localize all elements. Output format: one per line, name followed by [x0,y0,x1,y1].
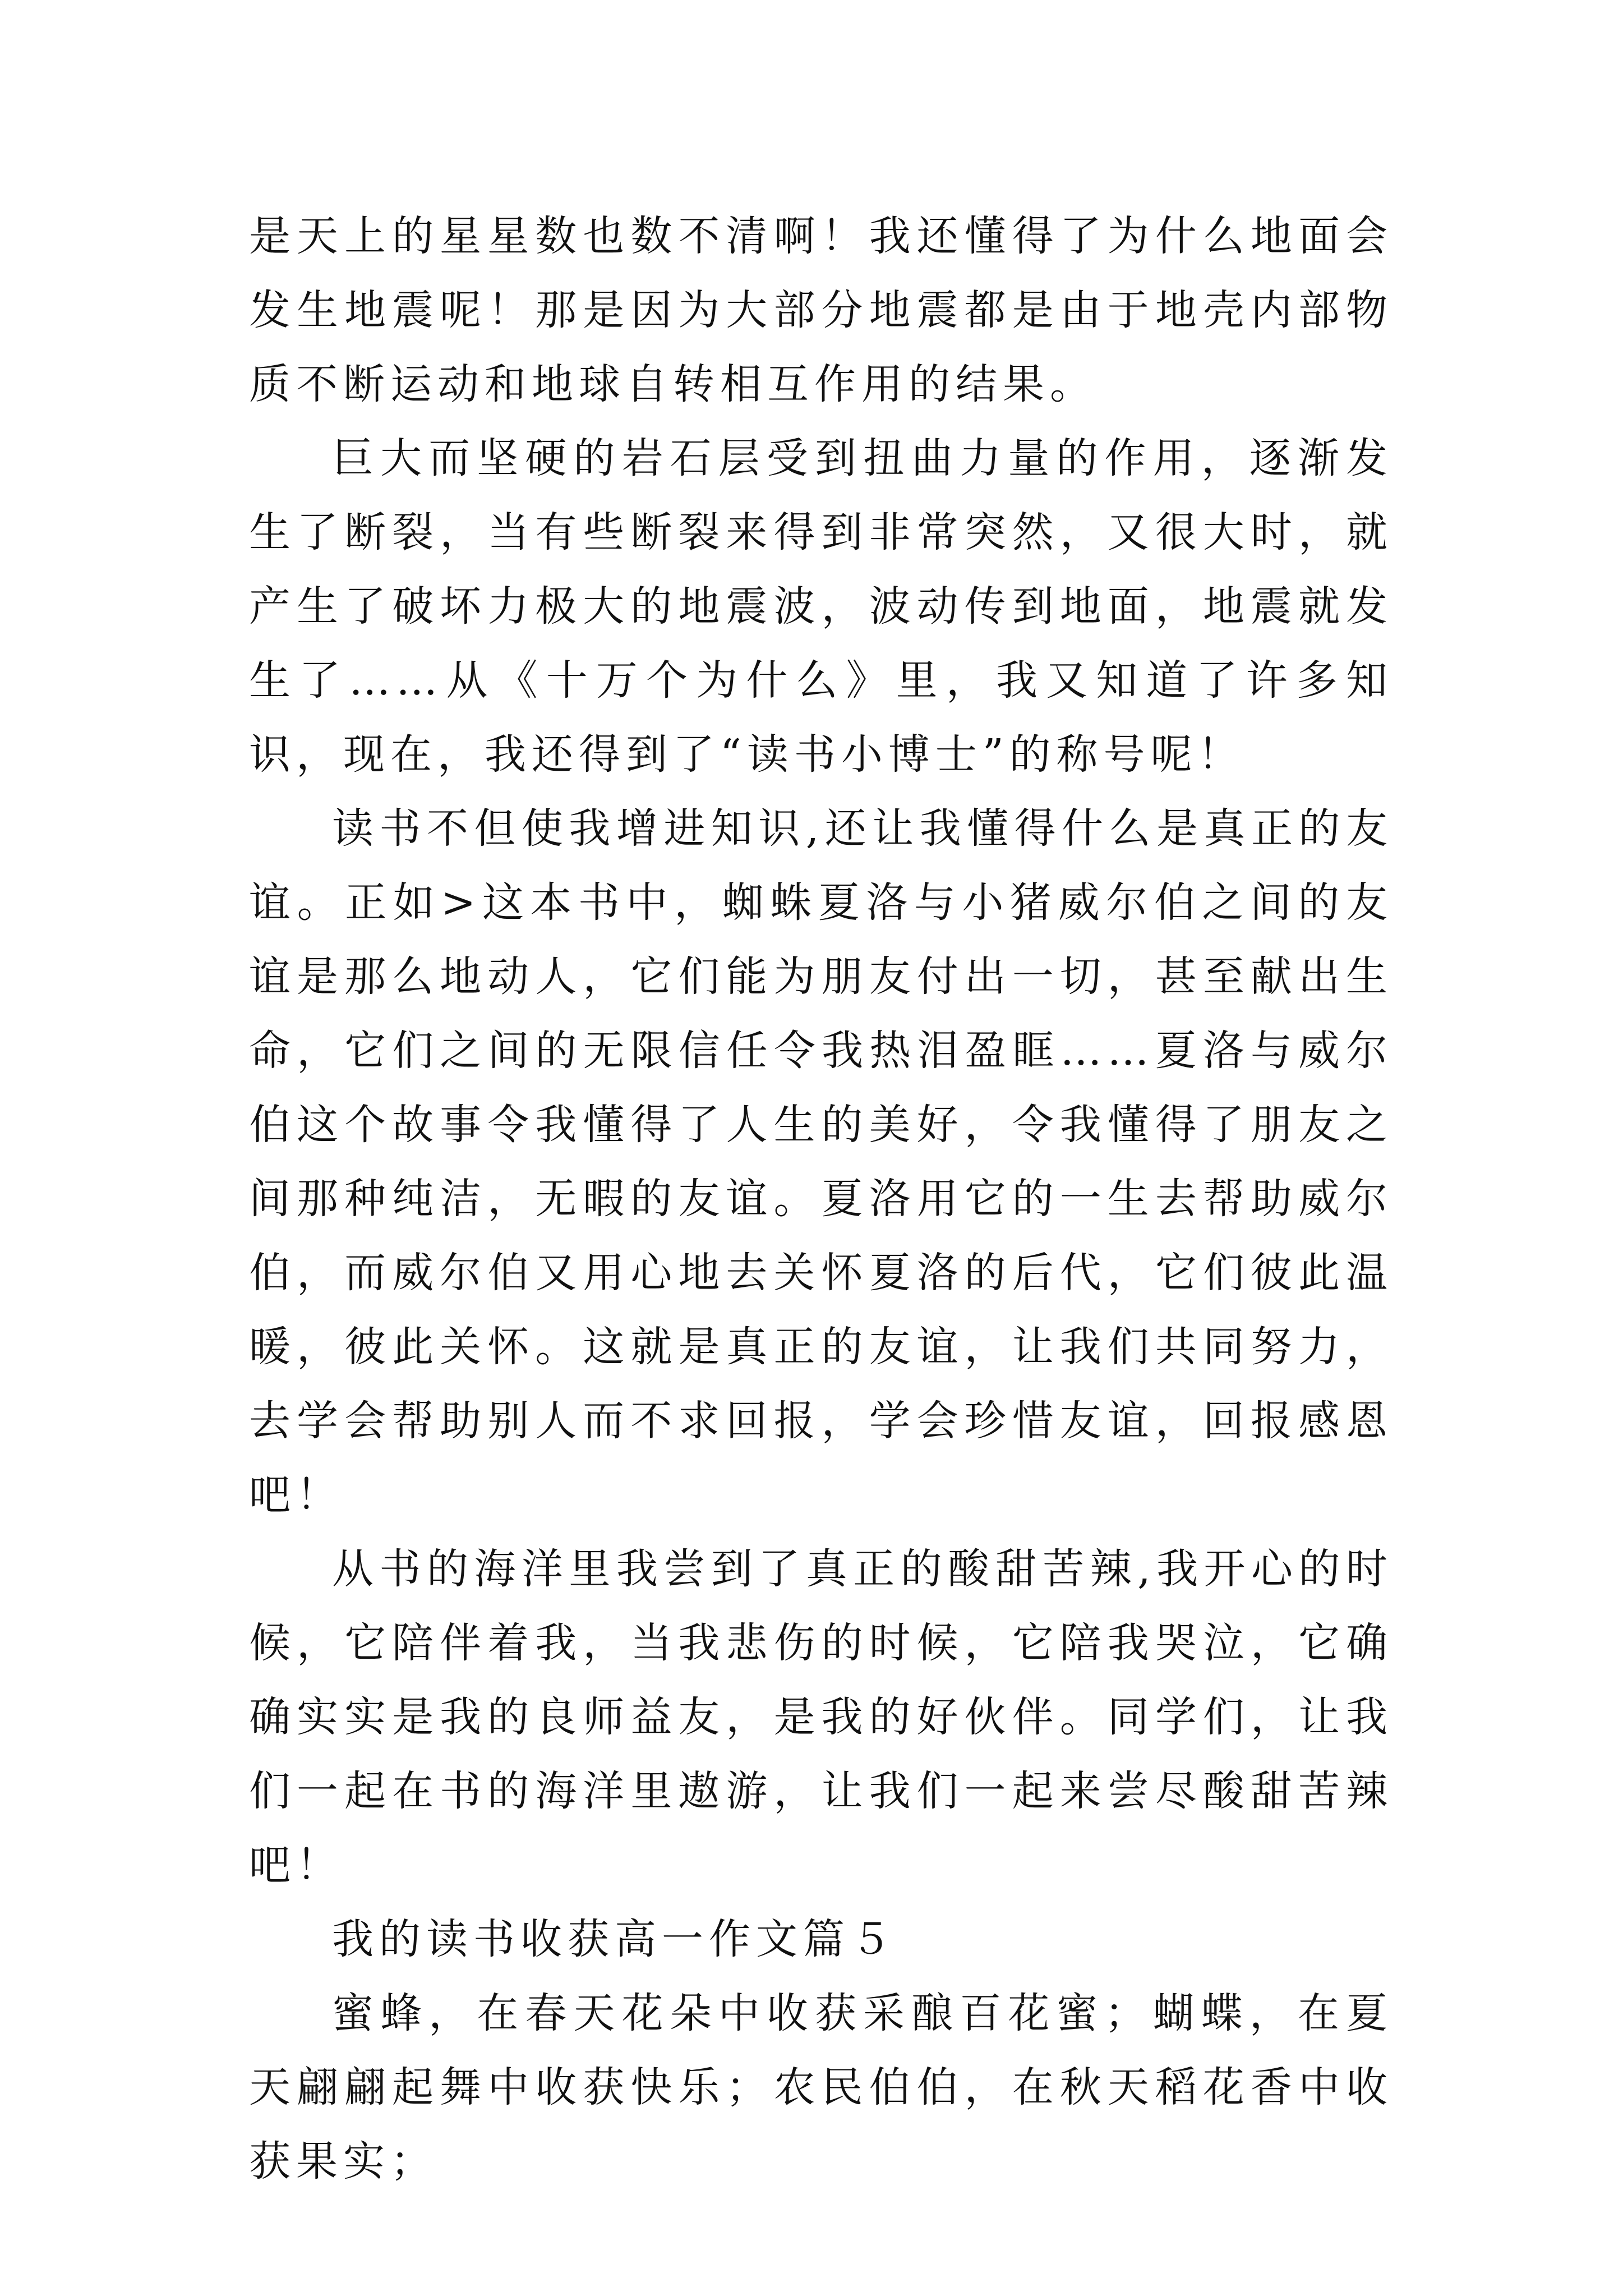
document-body [249,199,1393,2198]
paragraph-continued: 是天上的星星数也数不清啊！我还懂得了为什么地面会发生地震呢！那是因为大部分地震都是由于地壳内部物质不断运动和地球自转相互作用的结果。 [249,212,1393,408]
paragraph-earthquake: 巨大而坚硬的岩石层受到扭曲力量的作用，逐渐发生了断裂，当有些断裂来得到非常突然，又很大时，就产生了破坏力极大的地震波，波动传到地面，地震就发生了……从《十万个为什么》里，我又知道了许多知识，现在，我还得到了“读书小博士”的称号呢！ [249,434,1393,779]
paragraph-harvest: 蜜蜂，在春天花朵中收获采酿百花蜜；蝴蝶，在夏天翩翩起舞中收获快乐；农民伯伯，在秋天稻花香中收获果实； [249,1989,1393,2185]
essay-heading: 我的读书收获高一作文篇５ [332,1915,897,1963]
paragraph-sweet-bitter: 从书的海洋里我尝到了真正的酸甜苦辣,我开心的时候，它陪伴着我，当我悲伤的时候，它陪我哭泣，它确确实实是我的良师益友，是我的好伙伴。同学们，让我们一起在书的海洋里遨游，让我们一起来尝尽酸甜苦辣吧！ [249,1545,1393,1889]
paragraph-friendship: 读书不但使我增进知识,还让我懂得什么是真正的友谊。正如>这本书中，蜘蛛夏洛与小猪威尔伯之间的友谊是那么地动人，它们能为朋友付出一切，甚至献出生命，它们之间的无限信任令我热泪盈眶……夏洛与威尔伯这个故事令我懂得了人生的美好，令我懂得了朋友之间那种纯洁，无暇的友谊。夏洛用它的一生去帮助威尔伯，而威尔伯又用心地去关怀夏洛的后代，它们彼此温暖，彼此关怀。这就是真正的友谊，让我们共同努力，去学会帮助别人而不求回报，学会珍惜友谊，回报感恩吧！ [249,804,1393,1519]
